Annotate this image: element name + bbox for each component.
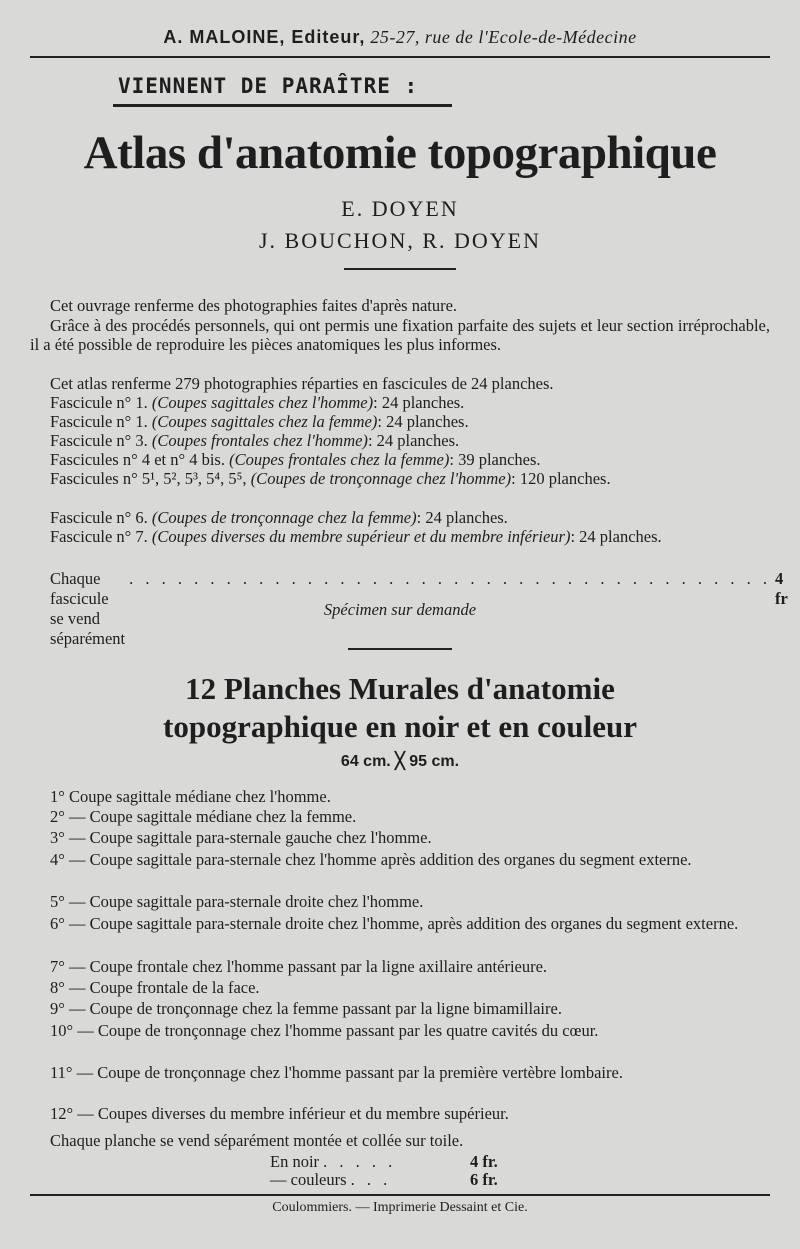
noir-price-row	[270, 1152, 396, 1172]
planches-dimensions: 64 cm. ╳ 95 cm.	[340, 753, 460, 770]
planche-item: 6° — Coupe sagittale para-sternale droite chez l'homme, après addition des organes du segment externe.	[50, 914, 739, 933]
noir-price: 4 fr.	[470, 1152, 498, 1171]
planche-item: 7° — Coupe frontale chez l'homme passant par la ligne axillaire antérieure.	[50, 957, 548, 976]
planche-item: 5° — Coupe sagittale para-sternale droite chez l'homme.	[50, 892, 424, 911]
planche-item: 4° — Coupe sagittale para-sternale chez l'homme après addition des organes du segment externe.	[50, 850, 692, 869]
fascicle-price-label: Chaque fascicule se vend séparément	[50, 569, 126, 648]
leader-dots: . . . . .	[323, 1152, 397, 1171]
fascicle-item: Fascicule n° 3. (Coupes frontales chez l'homme): 24 planches.	[50, 431, 460, 450]
planches-title-line-2: topographique en noir et en couleur	[163, 709, 637, 744]
atlas-author-secondary: J. BOUCHON, R. DOYEN	[258, 228, 541, 253]
fascicle-item: Fascicule n° 1. (Coupes sagittales chez l'homme): 24 planches.	[50, 393, 465, 412]
couleur-price-row	[270, 1170, 391, 1190]
couleur-price: 6 fr.	[470, 1170, 498, 1189]
leader-dots: . . .	[350, 1170, 392, 1189]
planches-title-line-1: 12 Planches Murales d'anatomie	[185, 671, 615, 706]
atlas-separator	[344, 268, 456, 270]
publisher-address: 25-27, rue de l'Ecole-de-Médecine	[370, 27, 637, 47]
noir-label: En noir	[270, 1152, 320, 1171]
planche-item: 11° — Coupe de tronçonnage chez l'homme passant par la première vertèbre lombaire.	[50, 1063, 623, 1082]
leader-dots: . . . . . . . . . . . . . . . . . . . . . . . . . . . . . . . . . . . . . . . .	[129, 569, 771, 588]
publisher-header	[30, 27, 770, 48]
planche-item: 10° — Coupe de tronçonnage chez l'homme passant par les quatre cavités du cœur.	[50, 1021, 599, 1040]
fascicle-price-value: 4 fr	[775, 569, 788, 608]
footer-rule	[30, 1194, 770, 1196]
planche-item: 2° — Coupe sagittale médiane chez la femme.	[50, 807, 357, 826]
planche-item: 9° — Coupe de tronçonnage chez la femme passant par la ligne bimamillaire.	[50, 999, 562, 1018]
announcement-underline	[113, 104, 452, 107]
atlas-intro-1: Cet ouvrage renferme des photographies faites d'après nature.	[50, 296, 458, 315]
fascicle-item: Fascicule n° 6. (Coupes de tronçonnage chez la femme): 24 planches.	[50, 508, 508, 527]
section-separator	[348, 648, 452, 650]
planche-price-intro: Chaque planche se vend séparément montée et collée sur toile.	[50, 1131, 464, 1150]
planche-item: 3° — Coupe sagittale para-sternale gauche chez l'homme.	[50, 828, 432, 847]
fascicle-item: Fascicule n° 1. (Coupes sagittales chez la femme): 24 planches.	[50, 412, 469, 431]
printer-imprint: Coulommiers. — Imprimerie Dessaint et Cie.	[272, 1200, 528, 1215]
planche-item: 12° — Coupes diverses du membre inférieur et du membre supérieur.	[50, 1104, 509, 1123]
header-rule	[30, 56, 770, 58]
atlas-author-primary: E. DOYEN	[341, 196, 459, 221]
fascicle-item: Fascicules n° 5¹, 5², 5³, 5⁴, 5⁵, (Coupes de tronçonnage chez l'homme): 120 planches.	[50, 469, 611, 488]
specimen-note: Spécimen sur demande	[323, 600, 477, 619]
atlas-title: Atlas d'anatomie topographique	[83, 127, 717, 179]
publisher-name: A. MALOINE, Editeur,	[163, 27, 366, 47]
planche-item: 1° Coupe sagittale médiane chez l'homme.	[50, 787, 331, 806]
planche-item: 8° — Coupe frontale de la face.	[50, 978, 260, 997]
atlas-intro-3: Cet atlas renferme 279 photographies réparties en fascicules de 24 planches.	[50, 374, 554, 393]
fascicle-item: Fascicule n° 7. (Coupes diverses du membre supérieur et du membre inférieur): 24 planches.	[50, 527, 662, 546]
announcement-heading: VIENNENT DE PARAÎTRE :	[118, 74, 419, 98]
atlas-intro-2: Grâce à des procédés personnels, qui ont permis une fixation parfaite des sujets et leur section irréprochable, il a été possible de reproduire les pièces anatomiques les plus informes.	[30, 316, 770, 354]
fascicle-item: Fascicules n° 4 et n° 4 bis. (Coupes frontales chez la femme): 39 planches.	[50, 450, 541, 469]
couleur-label: — couleurs	[270, 1170, 347, 1189]
